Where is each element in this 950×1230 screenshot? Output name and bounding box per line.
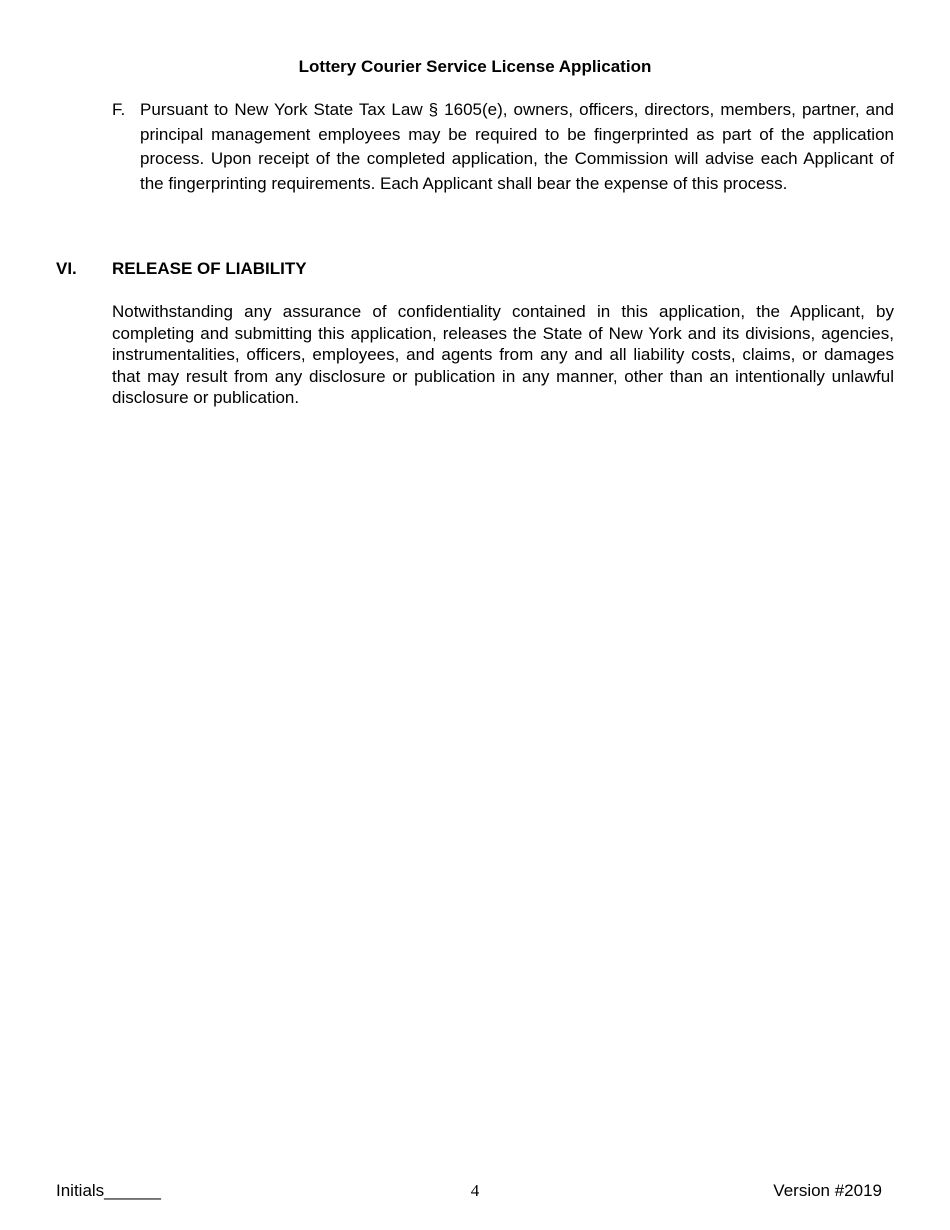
footer-initials: Initials______ — [56, 1181, 161, 1200]
list-item-text: Pursuant to New York State Tax Law § 1605(e), owners, officers, directors, members, partner, and principal management employees may be required to be fingerprinted as part of the application process. Upon receipt of the completed application, the Commission will advise each Applicant of the fingerprinting requirements. Each Applicant shall bear the expense of this process. — [140, 100, 894, 193]
footer-page-number: 4 — [470, 1181, 480, 1200]
section-body-paragraph: Notwithstanding any assurance of confidentiality contained in this application, the Applicant, by completing and submitting this application, releases the State of New York and its divisions, agencies, instrumentalities, officers, employees, and agents from any and all liability costs, claims, or damages that may result from any disclosure or publication in any manner, other than an intentionally unlawful disclosure or publication. — [112, 302, 894, 408]
list-item-marker: F. — [112, 100, 126, 119]
section-number: VI. — [56, 259, 77, 278]
footer-version: Version #2019 — [773, 1181, 882, 1200]
section-title: RELEASE OF LIABILITY — [112, 259, 307, 278]
document-title: Lottery Courier Service License Application — [298, 57, 652, 76]
list-item-f — [112, 98, 894, 196]
